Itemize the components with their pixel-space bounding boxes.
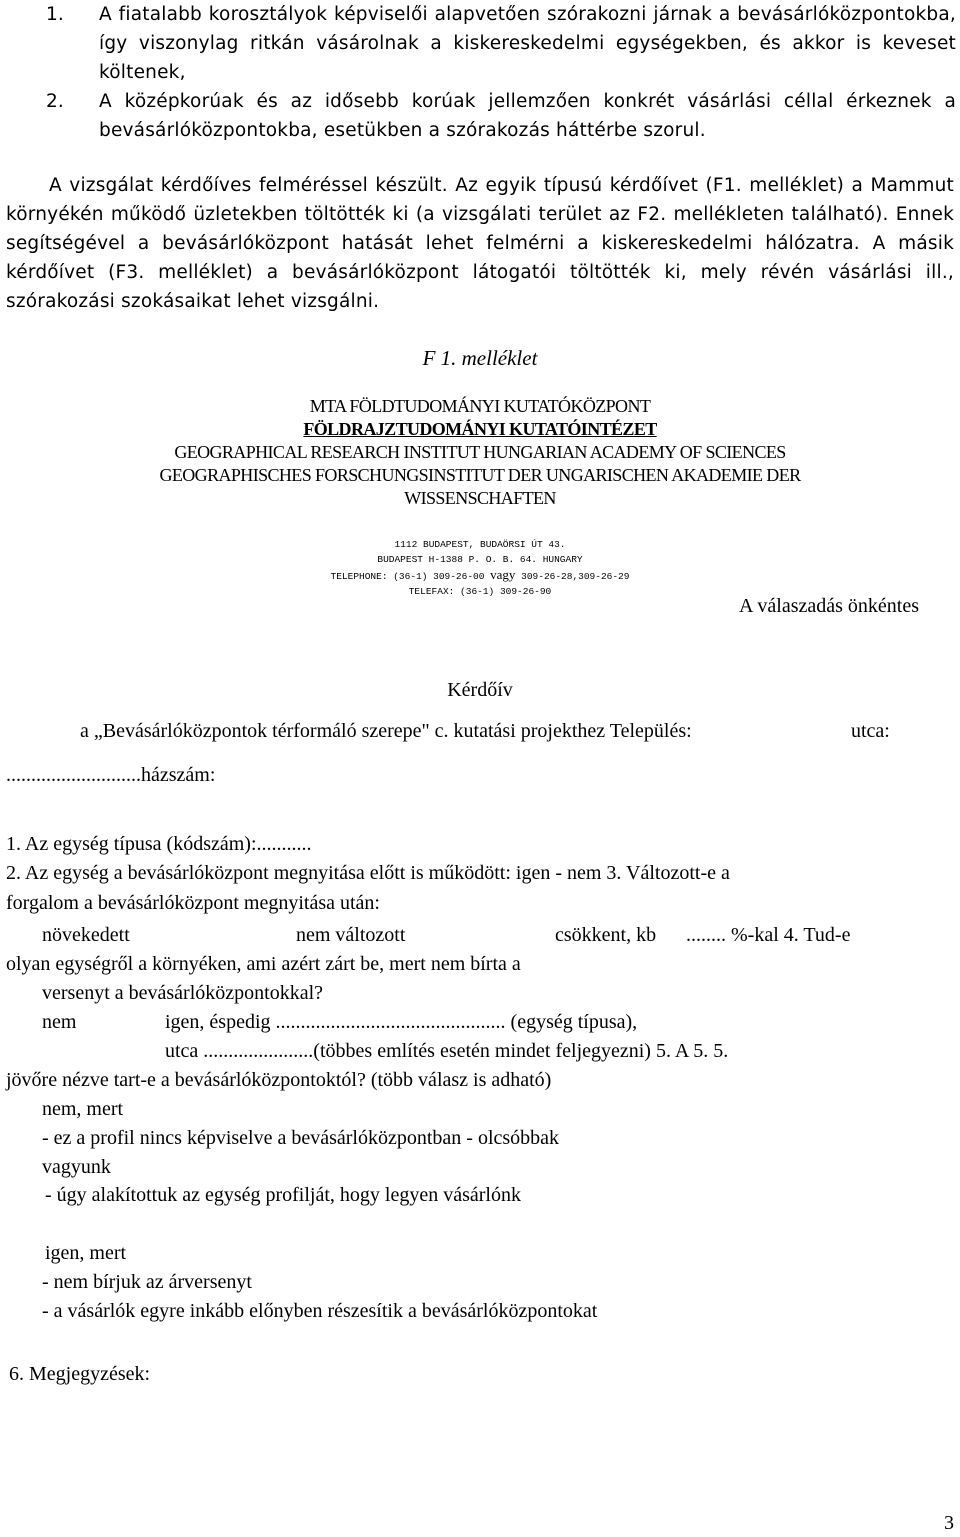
q5-option-yes: igen, mert — [45, 1242, 127, 1264]
header-line-bold: FÖLDRAJZTUDOMÁNYI KUTATÓINTÉZET — [303, 419, 657, 439]
q5-no-reason: - úgy alakítottuk az egység profilját, hogy legyen vásárlónk — [45, 1184, 521, 1206]
telefax-line: TELEFAX: (36-1) 309-26-90 — [408, 586, 552, 597]
house-number-label: ...........................házszám: — [6, 764, 216, 786]
option-increase: növekedett — [42, 924, 130, 946]
header-line: GEOGRAPHISCHES FORSCHUNGSINSTITUT DER UNGARISCHEN AKADEMIE DER — [159, 465, 801, 485]
q5-yes-reason: - a vásárlók egyre inkább előnyben részesítik a bevásárlóközpontokat — [42, 1300, 598, 1322]
option-decrease: csökkent, kb — [555, 924, 657, 946]
q4-street: utca ......................(többes említés esetén mindet feljegyezni) 5. A 5. 5. — [165, 1040, 729, 1062]
list-number: 2. — [45, 91, 64, 112]
street-label: utca: — [851, 720, 890, 742]
intro-paragraph: A vizsgálat kérdőíves felméréssel készült. Az egyik típusú kérdőívet (F1. melléklet) a Mammut környékén működő üzletekben töltötték ki (a vizsgálati terület az F2. mellékleten található). Ennek segítségével a bevásárlóközpont hatását lehet felmérni a kiskereskedelmi hálózatra. A másik kérdőívet (F3. melléklet) a bevásárlóközpont látogatói töltötték ki, mely révén vásárlási ill., szórakozási szokásaikat lehet vizsgálni. — [6, 175, 954, 312]
q4-option-yes: igen, éspedig .............................................. (egység típusa), — [165, 1011, 638, 1033]
q4-option-no: nem — [42, 1011, 77, 1033]
form-title: Kérdőív — [447, 679, 513, 701]
q5-no-reason: - ez a profil nincs képviselve a bevásárlóközpontban - olcsóbbak — [42, 1127, 560, 1149]
question-4-cont: versenyt a bevásárlóközpontokkal? — [42, 982, 324, 1004]
list-text: A fiatalabb korosztályok képviselői alapvetően szórakozni járnak a bevásárlóközpontokba, így viszonylag ritkán vásárolnak a kiskereskedelmi egységekben, és akkor is keveset költenek, — [99, 4, 956, 83]
address-block — [0, 537, 960, 599]
q5-no-reason-cont: vagyunk — [42, 1156, 111, 1178]
question-1: 1. Az egység típusa (kódszám):........... — [6, 833, 312, 855]
question-5: jövőre nézve tart-e a bevásárlóközpontoktól? (több válasz is adható) — [6, 1069, 552, 1091]
q5-yes-reason: - nem bírjuk az árversenyt — [42, 1271, 252, 1293]
form-subtitle: a „Bevásárlóközpontok térformáló szerepe" c. kutatási projekthez Település: — [80, 720, 692, 742]
option-decrease-tail: ........ %-kal 4. Tud-e — [686, 924, 851, 946]
voluntary-note: A válaszadás önkéntes — [739, 595, 919, 617]
address-line: BUDAPEST H-1388 P. O. B. 64. HUNGARY — [377, 554, 583, 565]
header-line: GEOGRAPHICAL RESEARCH INSTITUT HUNGARIAN ACADEMY OF SCIENCES — [174, 442, 786, 462]
address-line: 1112 BUDAPEST, BUDAÖRSI ÚT 43. — [394, 539, 566, 550]
q5-option-no: nem, mert — [42, 1098, 124, 1120]
telephone-line: TELEPHONE: (36-1) 309-26-00 vagy 309-26-28,309-26-29 — [330, 567, 630, 582]
header-line: MTA FÖLDTUDOMÁNYI KUTATÓKÖZPONT — [309, 396, 651, 416]
intro-list — [6, 0, 956, 145]
list-item — [6, 87, 956, 145]
page-number: 3 — [944, 1512, 954, 1534]
question-6: 6. Megjegyzések: — [9, 1363, 151, 1385]
institute-header — [0, 395, 960, 510]
question-3: forgalom a bevásárlóközpont megnyitása után: — [6, 892, 380, 914]
header-line: WISSENSCHAFTEN — [404, 488, 556, 508]
option-nochange: nem változott — [296, 924, 406, 946]
question-4: olyan egységről a környéken, ami azért zárt be, mert nem bírta a — [6, 953, 521, 975]
list-number: 1. — [45, 4, 64, 25]
list-item — [6, 0, 956, 87]
list-text: A középkorúak és az idősebb korúak jellemzően konkrét vásárlási céllal érkeznek a bevásárlóközpontokba, esetükben a szórakozás háttérbe szorul. — [99, 91, 956, 141]
question-2: 2. Az egység a bevásárlóközpont megnyitása előtt is működött: igen - nem 3. Változott-e a — [6, 862, 730, 884]
appendix-title: F 1. melléklet — [422, 346, 538, 370]
